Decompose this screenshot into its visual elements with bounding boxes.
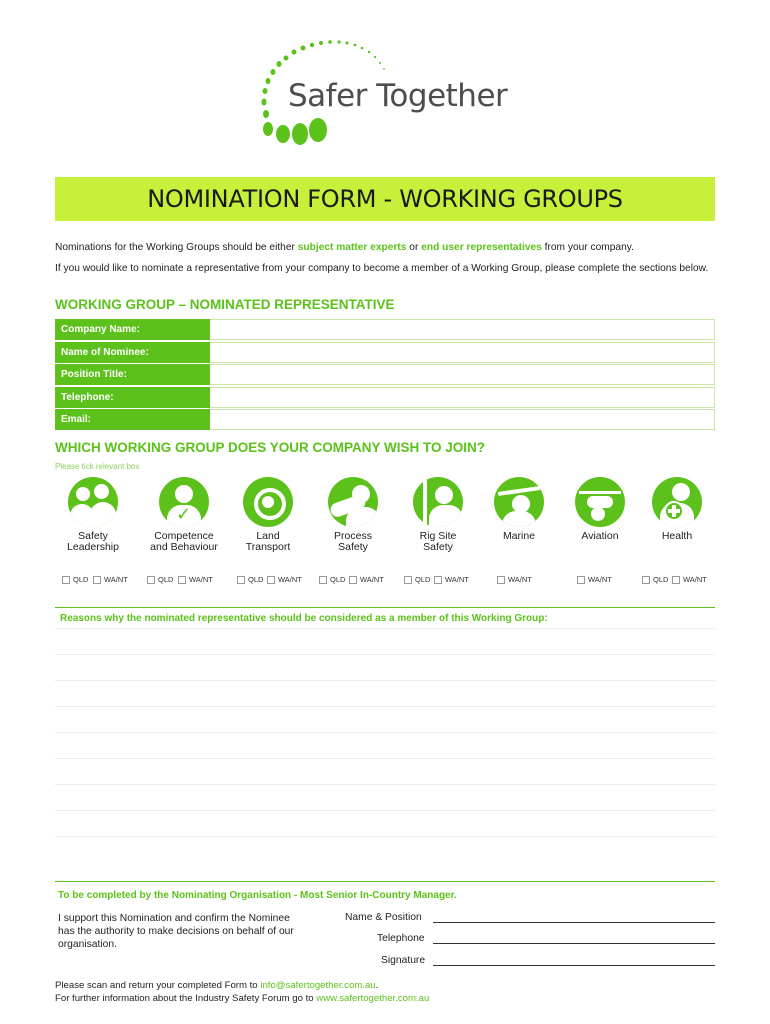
email-row (55, 409, 715, 430)
footer-line-2 (55, 993, 429, 1006)
reasons-line (55, 784, 715, 785)
rig-worker-icon (413, 477, 463, 527)
name-position-label: Name & Position (345, 912, 422, 923)
intro-paragraph-2: If you would like to nominate a representative from your company to become a member of a Working Group, please complete the sections below. (55, 263, 709, 274)
footer-line-1 (55, 980, 429, 993)
intro-text: Nominations for the Working Groups should be either (55, 242, 298, 253)
steering-wheel-icon (243, 477, 293, 527)
email-label: Email: (55, 409, 210, 430)
intro-text: from your company. (541, 242, 634, 253)
telephone-sign-line[interactable] (433, 943, 715, 944)
checkbox-competence-wa[interactable] (178, 575, 213, 584)
checkbox-label: QLD (415, 575, 431, 584)
position-title-field[interactable] (210, 364, 715, 385)
position-title-row (55, 364, 715, 385)
intro-paragraph-1 (55, 241, 715, 254)
checkbox-label: QLD (653, 575, 669, 584)
checkbox-aviation-wa[interactable] (577, 575, 612, 584)
checkbox-label: QLD (73, 575, 89, 584)
reasons-label: Reasons why the nominated representative should be considered as a member of this Working Group: (60, 613, 548, 624)
checkbox-process-safety-wa[interactable] (349, 575, 384, 584)
marine-worker-icon (494, 477, 544, 527)
checkbox-label: WA/NT (588, 575, 612, 584)
footer-text: . (375, 980, 379, 991)
email-field[interactable] (210, 409, 715, 430)
group-safety-leadership (53, 477, 133, 553)
group-rig-site-safety (398, 477, 478, 553)
checkbox-process-safety-qld[interactable] (319, 575, 345, 584)
group-name-line2: Safety (338, 541, 368, 553)
tick-note: Please tick relevant box (55, 462, 140, 471)
group-name-line1: Health (661, 530, 693, 542)
health-cross-icon (652, 477, 702, 527)
telephone-field[interactable] (210, 387, 715, 408)
footer-email-link[interactable]: info@safertogether.com.au (260, 980, 376, 991)
position-title-label: Position Title: (55, 364, 210, 385)
organisation-heading: To be completed by the Nominating Organisation - Most Senior In-Country Manager. (58, 890, 457, 901)
reasons-line (55, 810, 715, 811)
checkbox-marine-wa[interactable] (497, 575, 532, 584)
group-name-line2: Leadership (67, 541, 119, 553)
reasons-line (55, 758, 715, 759)
checkbox-land-transport-qld[interactable] (237, 575, 263, 584)
group-process-safety (313, 477, 393, 553)
checkbox-label: WA/NT (104, 575, 128, 584)
group-name-line1: Marine (502, 530, 536, 542)
telephone-label: Telephone: (55, 387, 210, 408)
reasons-line (55, 628, 715, 629)
checkbox-label: WA/NT (360, 575, 384, 584)
group-name-line2: Transport (245, 541, 291, 553)
checkbox-label: QLD (248, 575, 264, 584)
checkbox-rig-site-wa[interactable] (434, 575, 469, 584)
telephone-sign-label: Telephone (377, 933, 425, 944)
pipe-worker-icon (328, 477, 378, 527)
highlight-end-user-representatives: end user representatives (421, 242, 542, 253)
checkbox-health-wa[interactable] (672, 575, 707, 584)
group-name-line1: Land (256, 530, 280, 542)
group-name-line1: Competence (154, 530, 214, 542)
nominee-name-label: Name of Nominee: (55, 342, 210, 363)
checkbox-rig-site-qld[interactable] (404, 575, 430, 584)
checkbox-label: WA/NT (445, 575, 469, 584)
checkbox-label: QLD (158, 575, 174, 584)
group-name-line2: and Behaviour (150, 541, 218, 553)
signature-line[interactable] (433, 965, 715, 966)
company-name-field[interactable] (210, 319, 715, 340)
form-title: NOMINATION FORM - WORKING GROUPS (147, 185, 623, 213)
helicopter-icon (575, 477, 625, 527)
group-marine (479, 477, 559, 542)
checkbox-competence-qld[interactable] (147, 575, 173, 584)
organisation-statement: I support this Nomination and confirm the Nominee has the authority to make decisions on behalf of our organisation. (58, 913, 294, 950)
nominee-name-row (55, 342, 715, 363)
people-icon (68, 477, 118, 527)
logo-text: Safer Together (288, 78, 508, 114)
highlight-subject-matter-experts: subject matter experts (297, 242, 407, 253)
company-name-label: Company Name: (55, 319, 210, 340)
person-tick-icon: ✓ (159, 477, 209, 527)
reasons-line (55, 836, 715, 837)
reasons-line (55, 680, 715, 681)
footer-text: For further information about the Industry Safety Forum go to (55, 992, 317, 1004)
checkbox-label: WA/NT (278, 575, 302, 584)
checkbox-health-qld[interactable] (642, 575, 668, 584)
intro-text: or (406, 242, 422, 253)
name-position-line[interactable] (433, 922, 715, 923)
reasons-line (55, 654, 715, 655)
representative-heading: WORKING GROUP – NOMINATED REPRESENTATIVE (55, 297, 395, 312)
reasons-line (55, 732, 715, 733)
group-land-transport (228, 477, 308, 553)
representative-table (55, 319, 715, 432)
group-competence-behaviour (144, 477, 224, 553)
signature-label: Signature (381, 955, 426, 966)
footer (55, 980, 429, 1005)
nominee-name-field[interactable] (210, 342, 715, 363)
group-name-line1: Process (334, 530, 372, 542)
reasons-box[interactable] (55, 607, 715, 870)
groups-heading: WHICH WORKING GROUP DOES YOUR COMPANY WISH TO JOIN? (55, 440, 486, 455)
checkbox-label: WA/NT (683, 575, 707, 584)
group-name-line1: Rig Site (419, 530, 457, 542)
footer-url-link[interactable]: www.safertogether.com.au (316, 992, 430, 1004)
group-name-line1: Aviation (581, 530, 619, 542)
checkbox-label: QLD (330, 575, 346, 584)
group-name-line1: Safety (78, 530, 108, 542)
checkbox-safety-leadership-qld[interactable] (62, 575, 88, 584)
checkbox-label: WA/NT (508, 575, 532, 584)
group-aviation (560, 477, 640, 542)
footer-text: Please scan and return your completed Form to (55, 980, 261, 991)
checkbox-land-transport-wa[interactable] (267, 575, 302, 584)
checkbox-label: WA/NT (189, 575, 213, 584)
group-name-line2: Safety (423, 541, 453, 553)
group-health (637, 477, 717, 542)
organisation-section (55, 881, 715, 974)
reasons-line (55, 706, 715, 707)
form-title-banner (55, 177, 715, 221)
company-name-row (55, 319, 715, 340)
checkbox-safety-leadership-wa[interactable] (93, 575, 128, 584)
telephone-row (55, 387, 715, 408)
